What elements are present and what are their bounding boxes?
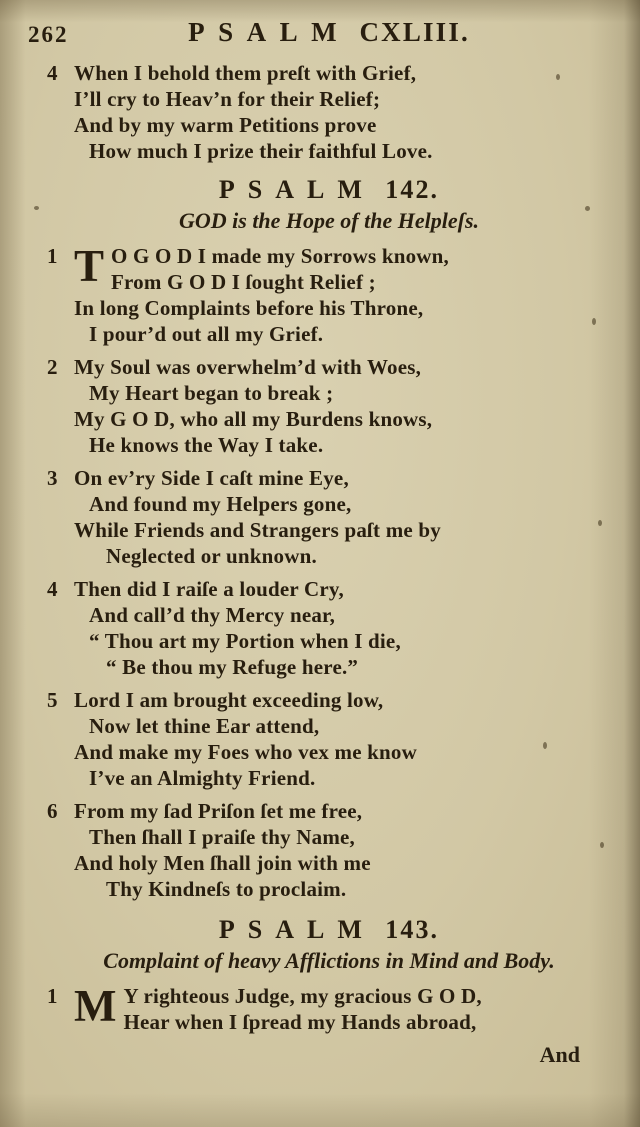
verse-number: 4: [47, 61, 58, 85]
verse-line: And holy Men ſhall join with me: [74, 851, 371, 875]
verse-number: 1: [47, 984, 58, 1008]
verse-line: On ev’ry Side I caſt mine Eye,: [74, 466, 349, 490]
verse-lines: [74, 687, 584, 791]
verse-line: He knows the Way I take.: [89, 433, 324, 457]
verse-lines: [74, 465, 584, 569]
verse-line: I pour’d out all my Grief.: [89, 322, 324, 346]
verse-line: “ Be thou my Refuge here.”: [106, 655, 359, 679]
verse-line: Neglected or unknown.: [106, 544, 317, 568]
verse-line: When I behold them preſt with Grief,: [74, 61, 417, 85]
verse-line: “ Thou art my Portion when I die,: [89, 629, 401, 653]
verse: [47, 241, 584, 347]
verse: [47, 60, 584, 164]
verse-number: 4: [47, 577, 58, 601]
psalm-143-subtitle: Complaint of heavy Afflictions in Mind and Body.: [103, 948, 555, 973]
running-header: [28, 16, 584, 48]
ink-speck: [585, 206, 590, 211]
verse-number: 1: [47, 244, 58, 268]
psalm-143-title: [74, 915, 584, 945]
psalm-141-end-section: [47, 60, 584, 164]
verse-lines: [74, 798, 584, 902]
verse-line: And make my Foes who vex me know: [74, 740, 417, 764]
verse-line: My G O D, who all my Burdens knows,: [74, 407, 433, 431]
page-number: 262: [28, 22, 69, 47]
verse-number: 5: [47, 688, 58, 712]
ink-speck: [543, 742, 547, 749]
verse-line: O G O D I made my Sorrows known,: [111, 244, 449, 268]
verse: [47, 465, 584, 569]
psalm-title-word: PSALM: [218, 175, 375, 204]
psalm-142-title: [74, 175, 584, 205]
verse-line: And by my warm Petitions prove: [74, 113, 377, 137]
verse-lines: [74, 60, 584, 164]
verse-line: My Soul was overwhelm’d with Woes,: [74, 355, 422, 379]
running-header-word: PSALM: [188, 17, 351, 47]
verse: [47, 354, 584, 458]
verse-line: Now let thine Ear attend,: [89, 714, 320, 738]
verse-number: 6: [47, 799, 58, 823]
psalm-142-subtitle: GOD is the Hope of the Helpleſs.: [178, 208, 480, 233]
verse-line: Then ſhall I praiſe thy Name,: [89, 825, 355, 849]
verse-lines: [74, 576, 584, 680]
dropcap-letter: T: [74, 241, 105, 291]
verse: [47, 798, 584, 902]
running-header-numeral: CXLIII.: [359, 17, 470, 47]
verse-number: 2: [47, 355, 58, 379]
psalm-title-number: 143.: [385, 915, 440, 944]
verse-lines: [74, 243, 584, 347]
verse-line: Hear when I ſpread my Hands abroad,: [123, 1010, 477, 1034]
verse-line: And call’d thy Mercy near,: [89, 603, 336, 627]
ink-speck: [592, 318, 596, 325]
verse-line: From my ſad Priſon ſet me free,: [74, 799, 363, 823]
psalm-title-word: PSALM: [218, 915, 375, 944]
verse-number: 3: [47, 466, 58, 490]
verse-line: I’ll cry to Heav’n for their Relief;: [74, 87, 381, 111]
verse-line: Thy Kindneſs to proclaim.: [106, 877, 347, 901]
verse-line: Then did I raiſe a louder Cry,: [74, 577, 344, 601]
verse-line: My Heart began to break ;: [89, 381, 334, 405]
psalm-143-section: [47, 915, 584, 1035]
verse-line: While Friends and Strangers paſt me by: [74, 518, 441, 542]
verse: [47, 981, 584, 1035]
ink-speck: [600, 842, 604, 848]
verse-line: How much I prize their faithful Love.: [89, 139, 433, 163]
dropcap-letter: M: [74, 981, 117, 1031]
verse-lines: [74, 983, 584, 1035]
verse-line: I’ve an Almighty Friend.: [89, 766, 316, 790]
catchword: And: [539, 1042, 580, 1067]
psalm-title-number: 142.: [385, 175, 440, 204]
verse-lines: [74, 354, 584, 458]
verse-line: Lord I am brought exceeding low,: [74, 688, 384, 712]
psalm-142-section: [47, 175, 584, 902]
verse-line: In long Complaints before his Throne,: [74, 296, 424, 320]
verse-line: And found my Helpers gone,: [89, 492, 352, 516]
verse-line: Y righteous Judge, my gracious G O D,: [123, 984, 482, 1008]
ink-speck: [34, 206, 39, 210]
verse-line: From G O D I ſought Relief ;: [111, 270, 376, 294]
verse: [47, 687, 584, 791]
ink-speck: [598, 520, 602, 526]
verse: [47, 576, 584, 680]
ink-speck: [556, 74, 560, 80]
